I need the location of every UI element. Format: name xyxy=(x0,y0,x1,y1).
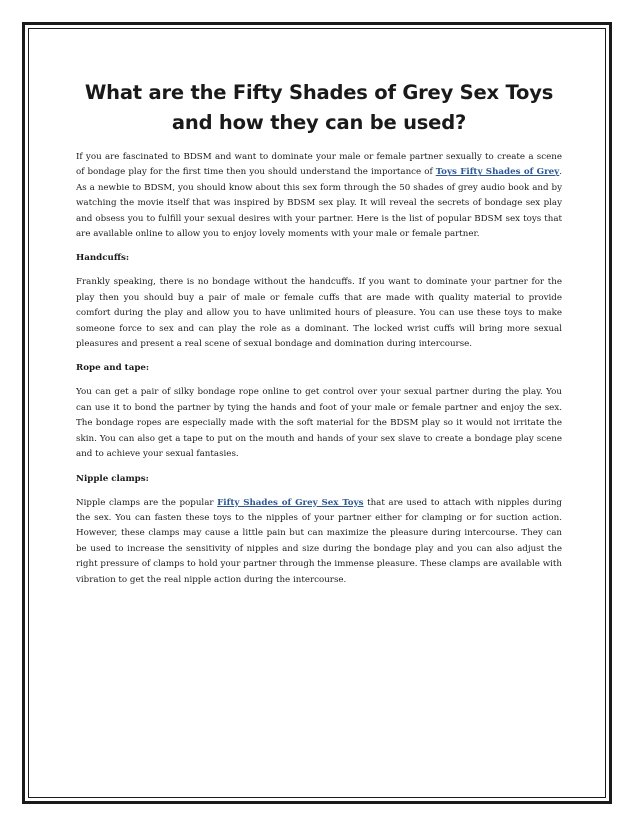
section-paragraph-rope-tape: You can get a pair of silky bondage rope online to get control over your sexual partner during the play. You can use it to bond the partner by tying the hands and foot of your male or female partner and enjoy the sex. The bondage ropes are especially made with the soft material for the BDSM play so it would not irritate the skin. You can also get a tape to put on the mouth and hands of your sex slave to create a bondage play scene and to achieve your sexual fantasies. xyxy=(76,387,562,460)
section-heading-handcuffs: Handcuffs: xyxy=(76,253,130,264)
document-body xyxy=(76,78,562,597)
fifty-shades-sex-toys-link[interactable]: Fifty Shades of Grey Sex Toys xyxy=(217,497,364,508)
section-heading-nipple-clamps: Nipple clamps: xyxy=(76,473,149,484)
intro-paragraph xyxy=(76,150,562,242)
nipple-text-before-link: Nipple clamps are the popular xyxy=(76,497,218,508)
intro-text-before-link: If you are fascinated to BDSM and want to dominate your male or female partner sexually to create a scene of bondage play for the first time then you should understand the importance of xyxy=(76,152,562,178)
toys-fifty-shades-link[interactable]: Toys Fifty Shades of Grey xyxy=(435,167,560,178)
section-paragraph-handcuffs: Frankly speaking, there is no bondage without the handcuffs. If you want to dominate your partner for the play then you should buy a pair of male or female cuffs that are made with quality material to provide comfort during the play and allow you to have unlimited hours of pleasure. You can use these toys to make someone force to sex and can play the role as a dominant. The locked wrist cuffs will bring more sexual pleasures and present a real scene of sexual bondage and domination during intercourse. xyxy=(76,277,562,350)
section-heading-rope-tape: Rope and tape: xyxy=(76,363,150,374)
nipple-text-after-link: that are used to attach with nipples during the sex. You can fasten these toys to the nipples of your partner either for clamping or for suction action. However, these clamps may cause a little pain but can maximize the pleasure during intercourse. They can be used to increase the sensitivity of nipples and size during the bondage play and you can also adjust the right pressure of clamps to hold your partner through the immense pleasure. These clamps are available with vibration to get the real nipple action during the intercourse. xyxy=(76,497,562,585)
page-title: What are the Fifty Shades of Grey Sex Toys and how they can be used? xyxy=(84,81,554,134)
section-paragraph-nipple-clamps xyxy=(76,496,562,588)
intro-text-after-link: . As a newbie to BDSM, you should know about this sex form through the 50 shades of grey audio book and by watching the movie itself that was inspired by BDSM sex play. It will reveal the secrets of bondage sex play and obsess you to fulfill your sexual desires with your partner. Here is the list of popular BDSM sex toys that are available online to allow you to enjoy lovely moments with your male or female partner. xyxy=(76,167,562,240)
